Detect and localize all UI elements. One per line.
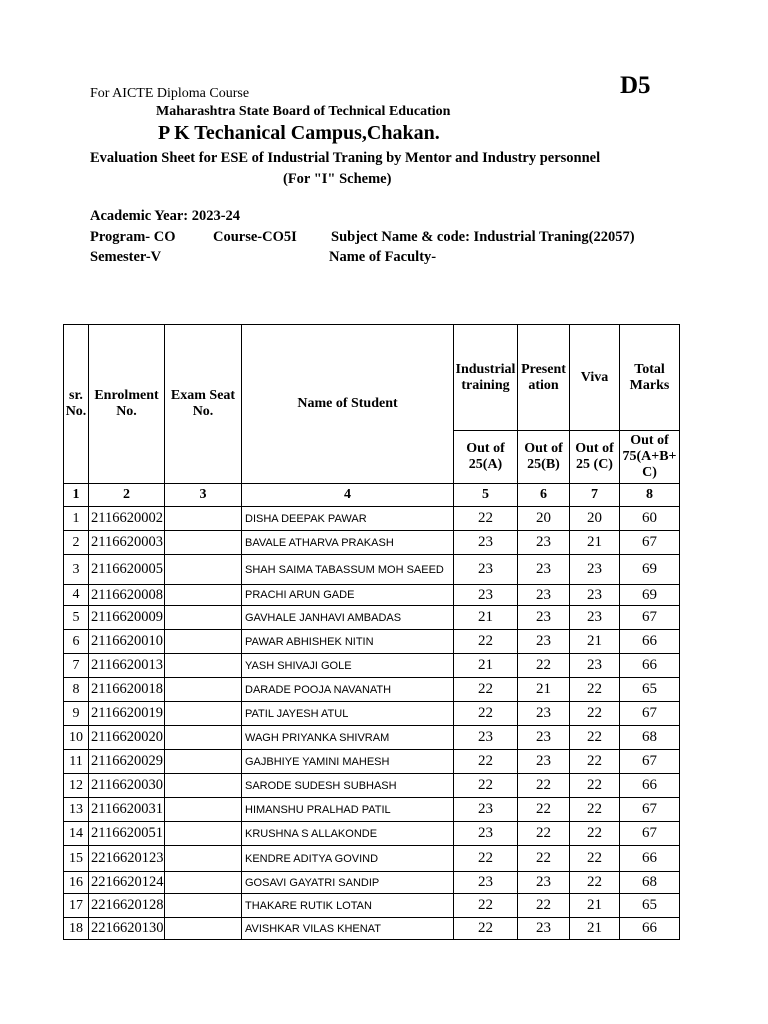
row-enrolment: 2116620003 [89,531,165,555]
row-exam-seat [165,531,242,555]
row-viva-marks: 22 [570,872,620,894]
row-viva-marks: 21 [570,894,620,918]
row-total-marks: 60 [620,507,680,531]
row-viva-marks: 23 [570,585,620,606]
header-out-of-b: Out of 25(B) [518,431,570,484]
row-sr-no: 17 [64,894,89,918]
header-viva: Viva [570,325,620,431]
evaluation-table [63,324,680,940]
header-out-of-a: Out of 25(A) [454,431,518,484]
row-industrial-marks: 21 [454,606,518,630]
row-presentation-marks: 22 [518,822,570,846]
table-row [64,750,680,774]
row-presentation-marks: 22 [518,654,570,678]
row-presentation-marks: 23 [518,872,570,894]
row-exam-seat [165,606,242,630]
row-total-marks: 68 [620,872,680,894]
row-presentation-marks: 23 [518,726,570,750]
row-student-name: SHAH SAIMA TABASSUM MOH SAEED [242,555,454,585]
row-industrial-marks: 23 [454,726,518,750]
row-total-marks: 68 [620,726,680,750]
row-industrial-marks: 22 [454,678,518,702]
row-sr-no: 6 [64,630,89,654]
row-exam-seat [165,654,242,678]
sheet-title: Evaluation Sheet for ESE of Industrial Traning by Mentor and Industry personnel [90,150,601,166]
column-number: 8 [620,484,680,507]
header-student-name: Name of Student [242,325,454,484]
row-presentation-marks: 23 [518,702,570,726]
row-presentation-marks: 22 [518,798,570,822]
row-sr-no: 5 [64,606,89,630]
row-student-name: BAVALE ATHARVA PRAKASH [242,531,454,555]
course-line: For AICTE Diploma Course [90,86,250,101]
table-row [64,555,680,585]
row-sr-no: 18 [64,918,89,940]
row-sr-no: 7 [64,654,89,678]
row-sr-no: 3 [64,555,89,585]
header-total-marks: Total Marks [620,325,680,431]
header-out-of-c: Out of 25 (C) [570,431,620,484]
table-row [64,654,680,678]
row-student-name: PRACHI ARUN GADE [242,585,454,606]
campus-name: P K Techanical Campus,Chakan. [158,122,440,144]
row-industrial-marks: 23 [454,531,518,555]
row-total-marks: 65 [620,678,680,702]
row-presentation-marks: 22 [518,894,570,918]
row-presentation-marks: 23 [518,750,570,774]
row-student-name: WAGH PRIYANKA SHIVRAM [242,726,454,750]
row-presentation-marks: 23 [518,531,570,555]
row-presentation-marks: 23 [518,585,570,606]
faculty-label: Name of Faculty- [329,249,437,265]
row-exam-seat [165,846,242,872]
header-out-of-total: Out of 75(A+B+ C) [620,431,680,484]
row-student-name: SARODE SUDESH SUBHASH [242,774,454,798]
row-industrial-marks: 22 [454,774,518,798]
row-enrolment: 2116620018 [89,678,165,702]
table-row [64,585,680,606]
row-sr-no: 15 [64,846,89,872]
row-student-name: KRUSHNA S ALLAKONDE [242,822,454,846]
course-label: Course-CO5I [213,229,297,245]
row-viva-marks: 22 [570,678,620,702]
row-enrolment: 2116620020 [89,726,165,750]
row-presentation-marks: 21 [518,678,570,702]
row-student-name: YASH SHIVAJI GOLE [242,654,454,678]
row-viva-marks: 21 [570,630,620,654]
row-viva-marks: 21 [570,531,620,555]
row-industrial-marks: 22 [454,846,518,872]
row-industrial-marks: 22 [454,702,518,726]
row-total-marks: 67 [620,798,680,822]
row-exam-seat [165,702,242,726]
row-exam-seat [165,630,242,654]
program-label: Program- CO [90,229,176,245]
row-enrolment: 2116620002 [89,507,165,531]
row-sr-no: 1 [64,507,89,531]
row-total-marks: 66 [620,918,680,940]
row-viva-marks: 23 [570,606,620,630]
header-industrial-training: Industrial training [454,325,518,431]
row-industrial-marks: 22 [454,507,518,531]
row-enrolment: 2116620008 [89,585,165,606]
table-row [64,531,680,555]
row-total-marks: 66 [620,846,680,872]
header-sr-no: sr. No. [64,325,89,484]
row-exam-seat [165,726,242,750]
column-number: 1 [64,484,89,507]
row-total-marks: 67 [620,822,680,846]
row-viva-marks: 22 [570,702,620,726]
row-presentation-marks: 23 [518,630,570,654]
subject-label: Subject Name & code: Industrial Traning(22057) [331,229,635,245]
table-row [64,846,680,872]
row-presentation-marks: 23 [518,555,570,585]
row-enrolment: 2116620010 [89,630,165,654]
row-student-name: AVISHKAR VILAS KHENAT [242,918,454,940]
row-exam-seat [165,872,242,894]
row-viva-marks: 23 [570,654,620,678]
row-sr-no: 2 [64,531,89,555]
row-total-marks: 66 [620,630,680,654]
row-total-marks: 67 [620,531,680,555]
row-enrolment: 2216620124 [89,872,165,894]
row-industrial-marks: 23 [454,555,518,585]
row-enrolment: 2116620009 [89,606,165,630]
row-industrial-marks: 22 [454,630,518,654]
row-student-name: HIMANSHU PRALHAD PATIL [242,798,454,822]
row-viva-marks: 22 [570,798,620,822]
row-enrolment: 2216620130 [89,918,165,940]
row-sr-no: 9 [64,702,89,726]
row-industrial-marks: 22 [454,918,518,940]
table-row [64,507,680,531]
row-enrolment: 2116620005 [89,555,165,585]
row-viva-marks: 22 [570,726,620,750]
row-viva-marks: 22 [570,846,620,872]
row-total-marks: 69 [620,585,680,606]
row-sr-no: 11 [64,750,89,774]
column-number: 6 [518,484,570,507]
row-student-name: KENDRE ADITYA GOVIND [242,846,454,872]
column-number-row [64,484,680,507]
column-number: 7 [570,484,620,507]
scheme-label: (For "I" Scheme) [283,171,392,187]
row-enrolment: 2216620123 [89,846,165,872]
row-industrial-marks: 21 [454,654,518,678]
row-student-name: PATIL JAYESH ATUL [242,702,454,726]
row-student-name: THAKARE RUTIK LOTAN [242,894,454,918]
row-student-name: DISHA DEEPAK PAWAR [242,507,454,531]
row-total-marks: 69 [620,555,680,585]
row-viva-marks: 22 [570,822,620,846]
column-number: 4 [242,484,454,507]
document-code: D5 [620,72,651,99]
table-row [64,798,680,822]
row-student-name: DARADE POOJA NAVANATH [242,678,454,702]
row-sr-no: 16 [64,872,89,894]
row-enrolment: 2116620051 [89,822,165,846]
row-total-marks: 66 [620,654,680,678]
row-viva-marks: 20 [570,507,620,531]
row-student-name: GOSAVI GAYATRI SANDIP [242,872,454,894]
row-viva-marks: 22 [570,750,620,774]
row-exam-seat [165,798,242,822]
row-sr-no: 12 [64,774,89,798]
table-row [64,894,680,918]
row-industrial-marks: 23 [454,585,518,606]
row-exam-seat [165,822,242,846]
row-presentation-marks: 20 [518,507,570,531]
row-exam-seat [165,585,242,606]
table-row [64,678,680,702]
row-student-name: GAJBHIYE YAMINI MAHESH [242,750,454,774]
row-industrial-marks: 23 [454,798,518,822]
row-presentation-marks: 22 [518,846,570,872]
row-student-name: GAVHALE JANHAVI AMBADAS [242,606,454,630]
row-viva-marks: 21 [570,918,620,940]
row-viva-marks: 23 [570,555,620,585]
table-row [64,726,680,750]
row-total-marks: 67 [620,606,680,630]
row-total-marks: 67 [620,702,680,726]
row-exam-seat [165,774,242,798]
row-industrial-marks: 22 [454,894,518,918]
row-enrolment: 2216620128 [89,894,165,918]
header-presentation: Present ation [518,325,570,431]
row-sr-no: 14 [64,822,89,846]
row-exam-seat [165,894,242,918]
column-number: 2 [89,484,165,507]
row-viva-marks: 22 [570,774,620,798]
row-exam-seat [165,555,242,585]
row-exam-seat [165,750,242,774]
column-number: 5 [454,484,518,507]
row-total-marks: 65 [620,894,680,918]
row-presentation-marks: 22 [518,774,570,798]
row-sr-no: 10 [64,726,89,750]
semester-label: Semester-V [90,249,162,265]
row-presentation-marks: 23 [518,918,570,940]
row-enrolment: 2116620030 [89,774,165,798]
row-presentation-marks: 23 [518,606,570,630]
table-row [64,918,680,940]
row-enrolment: 2116620031 [89,798,165,822]
column-number: 3 [165,484,242,507]
row-sr-no: 4 [64,585,89,606]
student-rows [64,507,680,940]
table-row [64,774,680,798]
row-industrial-marks: 22 [454,750,518,774]
row-industrial-marks: 23 [454,872,518,894]
academic-year: Academic Year: 2023-24 [90,208,241,224]
row-exam-seat [165,678,242,702]
row-student-name: PAWAR ABHISHEK NITIN [242,630,454,654]
row-enrolment: 2116620029 [89,750,165,774]
row-sr-no: 8 [64,678,89,702]
row-exam-seat [165,918,242,940]
row-sr-no: 13 [64,798,89,822]
row-enrolment: 2116620019 [89,702,165,726]
table-row [64,872,680,894]
table-row [64,606,680,630]
table-row [64,630,680,654]
row-exam-seat [165,507,242,531]
board-name: Maharashtra State Board of Technical Education [156,104,451,119]
header-enrolment: Enrolment No. [89,325,165,484]
row-industrial-marks: 23 [454,822,518,846]
table-row [64,822,680,846]
row-total-marks: 66 [620,774,680,798]
row-enrolment: 2116620013 [89,654,165,678]
row-total-marks: 67 [620,750,680,774]
header-exam-seat: Exam Seat No. [165,325,242,484]
table-row [64,702,680,726]
